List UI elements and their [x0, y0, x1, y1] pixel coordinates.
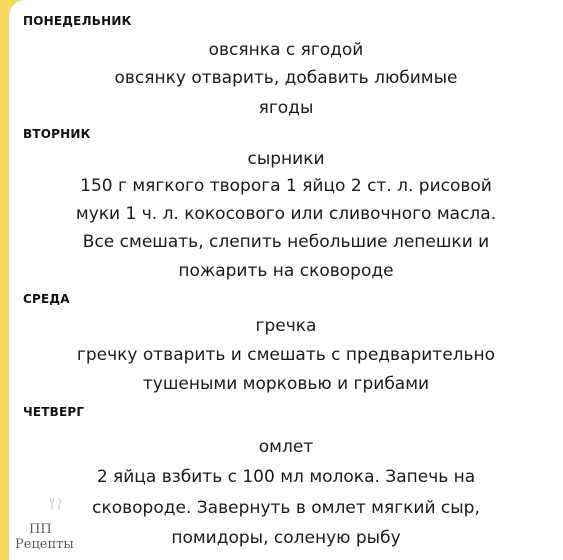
- day-heading-thursday: ЧЕТВЕРГ: [23, 405, 85, 419]
- recipe-step-line: пожарить на сковороде: [178, 261, 394, 281]
- recipe-step-line: помидоры, соленую рыбу: [171, 528, 401, 548]
- recipe-title-wednesday: гречка: [255, 316, 317, 336]
- watermark-line-2: Рецепты: [15, 537, 74, 552]
- recipe-title-tuesday: сырники: [247, 149, 325, 169]
- day-heading-monday: ПОНЕДЕЛЬНИК: [23, 14, 132, 28]
- recipe-title-thursday: омлет: [258, 437, 314, 457]
- recipe-title-monday: овсянка с ягодой: [208, 40, 364, 60]
- watermark-line-1: ПП: [29, 522, 52, 537]
- recipe-step-line: муки 1 ч. л. кокосового или сливочного масла.: [75, 204, 497, 224]
- recipe-step-line: Все смешать, слепить небольшие лепешки и: [82, 232, 490, 252]
- watermark-logo: [15, 522, 74, 552]
- recipe-step-line: гречку отварить и смешать с предварительно: [76, 345, 496, 365]
- recipe-step-line: овсянку отварить, добавить любимые: [114, 68, 458, 88]
- day-heading-tuesday: ВТОРНИК: [23, 127, 91, 141]
- fork-knife-icon: [49, 497, 65, 511]
- recipe-step-line: 150 г мягкого творога 1 яйцо 2 ст. л. рисовой: [80, 176, 492, 196]
- day-heading-wednesday: СРЕДА: [23, 292, 70, 306]
- recipe-step-line: ягоды: [258, 98, 314, 118]
- recipe-step-line: тушеными морковью и грибами: [142, 374, 430, 394]
- recipe-card: [9, 0, 563, 560]
- recipe-step-line: 2 яйца взбить с 100 мл молока. Запечь на: [96, 467, 476, 487]
- recipe-step-line: сковороде. Завернуть в омлет мягкий сыр,: [92, 498, 480, 518]
